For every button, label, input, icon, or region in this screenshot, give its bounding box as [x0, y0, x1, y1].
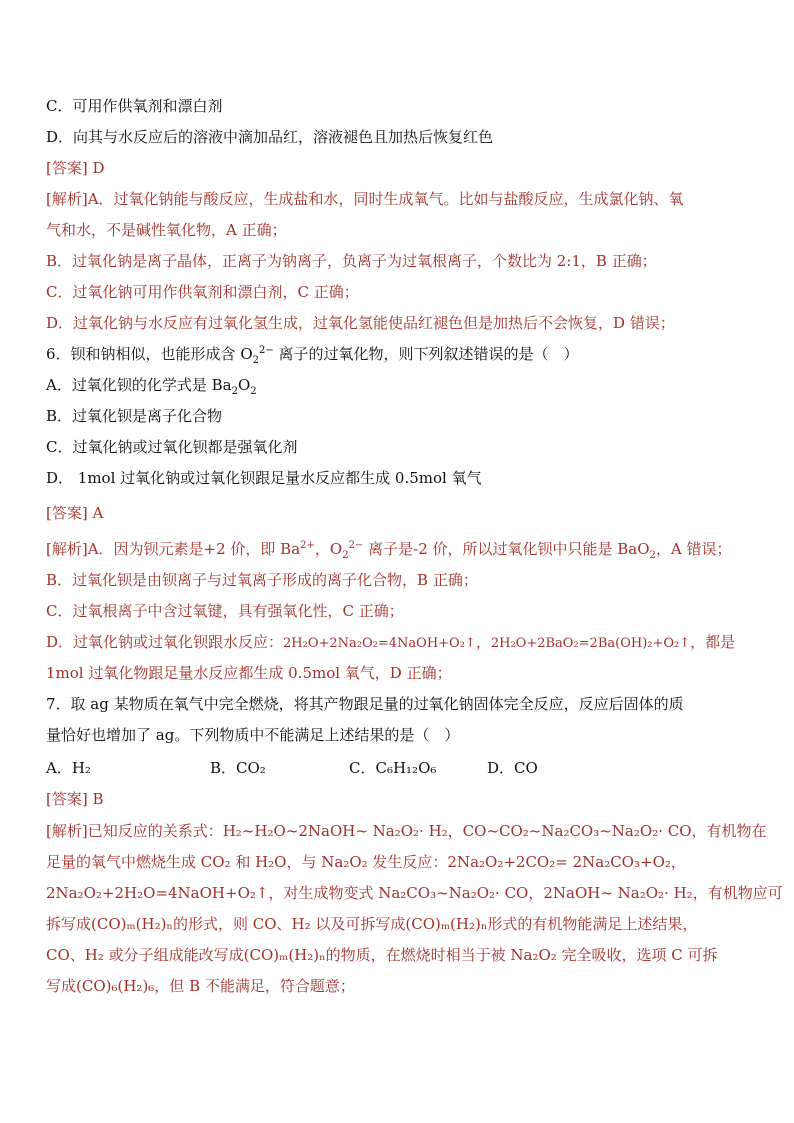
q5-analysis-c: C．过氧化钠可用作供氧剂和漂白剂，C 正确；: [46, 283, 359, 301]
q7-analysis-line: 足量的氧气中燃烧生成 CO₂ 和 H₂O，与 Na₂O₂ 发生反应：2Na₂O₂+2CO₂= 2Na₂CO₃+O₂，: [46, 853, 686, 871]
q5-answer: [答案] D: [46, 159, 105, 177]
q6-stem-text: 离子的过氧化物，则下列叙述错误的是（ ）: [273, 345, 579, 363]
q7-analysis-line: 拆写成(CO)ₘ(H₂)ₙ的形式，则 CO、H₂ 以及可拆写成(CO)ₘ(H₂)ₙ形式的有机物能满足上述结果，: [46, 915, 698, 933]
peroxide-ion: $O_2^{2-}$: [329, 540, 364, 561]
q6-answer: [答案] A: [46, 504, 104, 522]
q7-analysis-line: 写成(CO)₆(H₂)₆，但 B 不能满足，符合题意；: [46, 977, 355, 995]
q5-analysis-line: [解析]A．过氧化钠能与酸反应，生成盐和水，同时生成氧气。比如与盐酸反应，生成氯化钠、氧: [46, 190, 684, 208]
q7-option-b: B．CO₂: [210, 759, 266, 777]
q6-analysis-a: [解析]A．因为钡元素是+2 价，即 $Ba^{2+}$，$O_2^{2-}$ 离子是-2 价，所以过氧化钡中只能是 BaO$_2$，A 错误；: [46, 540, 732, 561]
q6-option-b: B．过氧化钡是离子化合物: [46, 407, 223, 425]
q7-analysis-line: 2Na₂O₂+2H₂O=4NaOH+O₂↑，对生成物变式 Na₂CO₃~Na₂O₂· CO，2NaOH~ Na₂O₂· H₂，有机物应可: [46, 884, 783, 902]
q7-answer: [答案] B: [46, 790, 104, 808]
q7-stem: 7．取 ag 某物质在氧气中完全燃烧，将其产物跟足量的过氧化钠固体完全反应，反应后固体的质: [46, 695, 684, 713]
q6-analysis-line: 1mol 过氧化物跟足量水反应都生成 0.5mol 氧气，D 正确；: [46, 664, 452, 682]
equation: 2H₂O+2BaO₂=2Ba(OH)₂+O₂↑: [490, 636, 691, 651]
peroxide-ion: $O_2^{2-}$: [240, 345, 274, 366]
q7-stem: 量恰好也增加了 ag。下列物质中不能满足上述结果的是（ ）: [46, 726, 460, 744]
q5-analysis-b: B．过氧化钠是离子晶体，正离子为钠离子，负离子为过氧根离子，个数比为 2:1，B 正确；: [46, 252, 657, 270]
q7-option-d: D．CO: [487, 759, 538, 777]
q7-analysis-line: CO、H₂ 或分子组成能改写成(CO)ₘ(H₂)ₙ的物质，在燃烧时相当于被 Na₂O₂ 完全吸收，选项 C 可拆: [46, 946, 718, 964]
q7-option-a: A．H₂: [46, 759, 91, 777]
q5-option-d: D．向其与水反应后的溶液中滴加品红，溶液褪色且加热后恢复红色: [46, 128, 494, 146]
q7-option-c: C．C₆H₁₂O₆: [349, 759, 437, 777]
q5-option-c: C．可用作供氧剂和漂白剂: [46, 97, 223, 115]
q6-stem: [46, 344, 754, 364]
q5-analysis-d: D．过氧化钠与水反应有过氧化氢生成，过氧化氢能使品红褪色但是加热后不会恢复，D 错误；: [46, 314, 675, 332]
q6-option-c: C．过氧化钠或过氧化钡都是强氧化剂: [46, 438, 298, 456]
equation: 2H₂O+2Na₂O₂=4NaOH+O₂↑: [283, 636, 476, 651]
q6-analysis-c: C．过氧根离子中含过氧键，具有强氧化性，C 正确；: [46, 602, 404, 620]
q7-analysis-line: [解析]已知反应的关系式：H₂~H₂O~2NaOH~ Na₂O₂· H₂，CO~CO₂~Na₂CO₃~Na₂O₂· CO，有机物在: [46, 822, 767, 840]
q5-analysis-line: 气和水，不是碱性氧化物，A 正确；: [46, 221, 287, 239]
q6-stem-text: 6．钡和钠相似，也能形成含: [46, 345, 241, 363]
q6-option-d: D． 1mol 过氧化钠或过氧化钡跟足量水反应都生成 0.5mol 氧气: [46, 469, 482, 487]
q6-analysis-b: B．过氧化钡是由钡离子与过氧离子形成的离子化合物，B 正确；: [46, 571, 478, 589]
q6-analysis-d: D．过氧化钠或过氧化钡跟水反应：2H₂O+2Na₂O₂=4NaOH+O₂↑，2H₂O+2BaO₂=2Ba(OH)₂+O₂↑，都是: [46, 633, 736, 651]
q6-option-a: A．过氧化钡的化学式是 $Ba_2O_2$: [46, 376, 257, 397]
